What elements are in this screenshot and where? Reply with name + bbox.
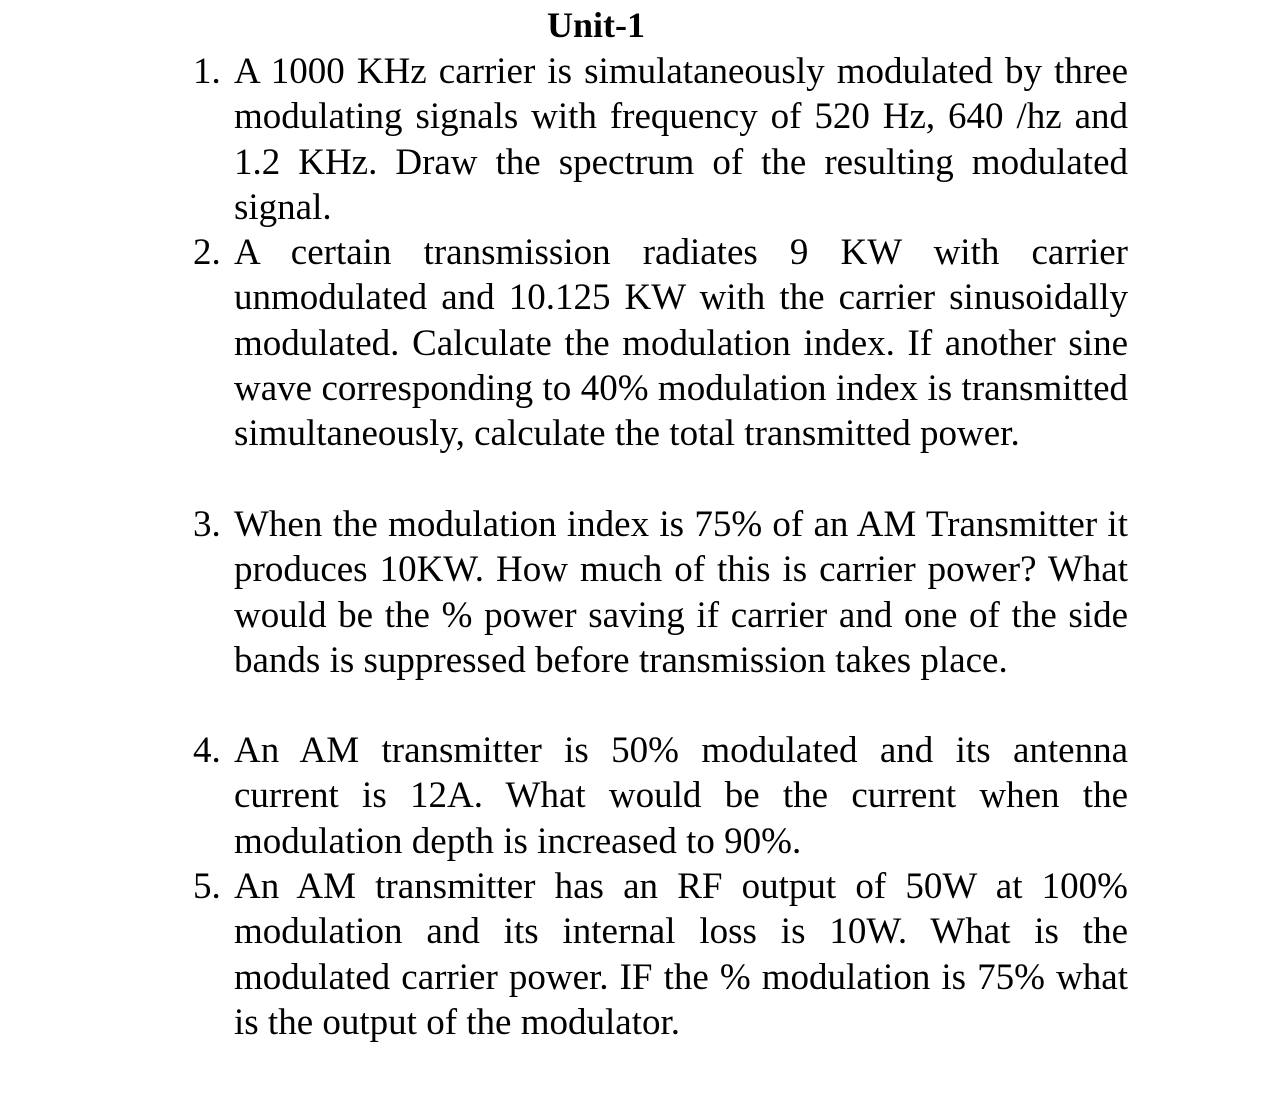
question-text: A 1000 KHz carrier is simulataneously modulated by three modulating signals with frequency of 520 Hz, 640 /hz and 1.2 KHz. Draw the spectrum of the resulting modulated signal. — [234, 51, 1128, 228]
question-item — [193, 230, 1128, 456]
question-item — [193, 502, 1128, 683]
question-item — [193, 864, 1128, 1045]
question-text: A certain transmission radiates 9 KW with carrier unmodulated and 10.125 KW with the carrier sinusoidally modulated. Calculate the modulation index. If another sine wave corresponding to 40% modulation index is transmitted simultaneously, calculate the total transmitted power. — [234, 232, 1128, 455]
question-number: 2. — [193, 232, 221, 273]
question-number: 3. — [193, 504, 221, 545]
question-text: When the modulation index is 75% of an AM Transmitter it produces 10KW. How much of this is carrier power? What would be the % power saving if carrier and one of the side bands is suppressed before transmission takes place. — [234, 504, 1128, 681]
page-title: Unit-1 — [547, 5, 645, 45]
question-text: An AM transmitter is 50% modulated and its antenna current is 12A. What would be the current when the modulation depth is increased to 90%. — [234, 730, 1128, 862]
question-item — [193, 49, 1128, 230]
question-text: An AM transmitter has an RF output of 50W at 100% modulation and its internal loss is 10W. What is the modulated carrier power. IF the % modulation is 75% what is the output of the modulator. — [234, 866, 1128, 1043]
question-number: 5. — [193, 866, 221, 907]
question-number: 1. — [193, 51, 221, 92]
question-number: 4. — [193, 730, 221, 771]
question-item — [193, 728, 1128, 864]
